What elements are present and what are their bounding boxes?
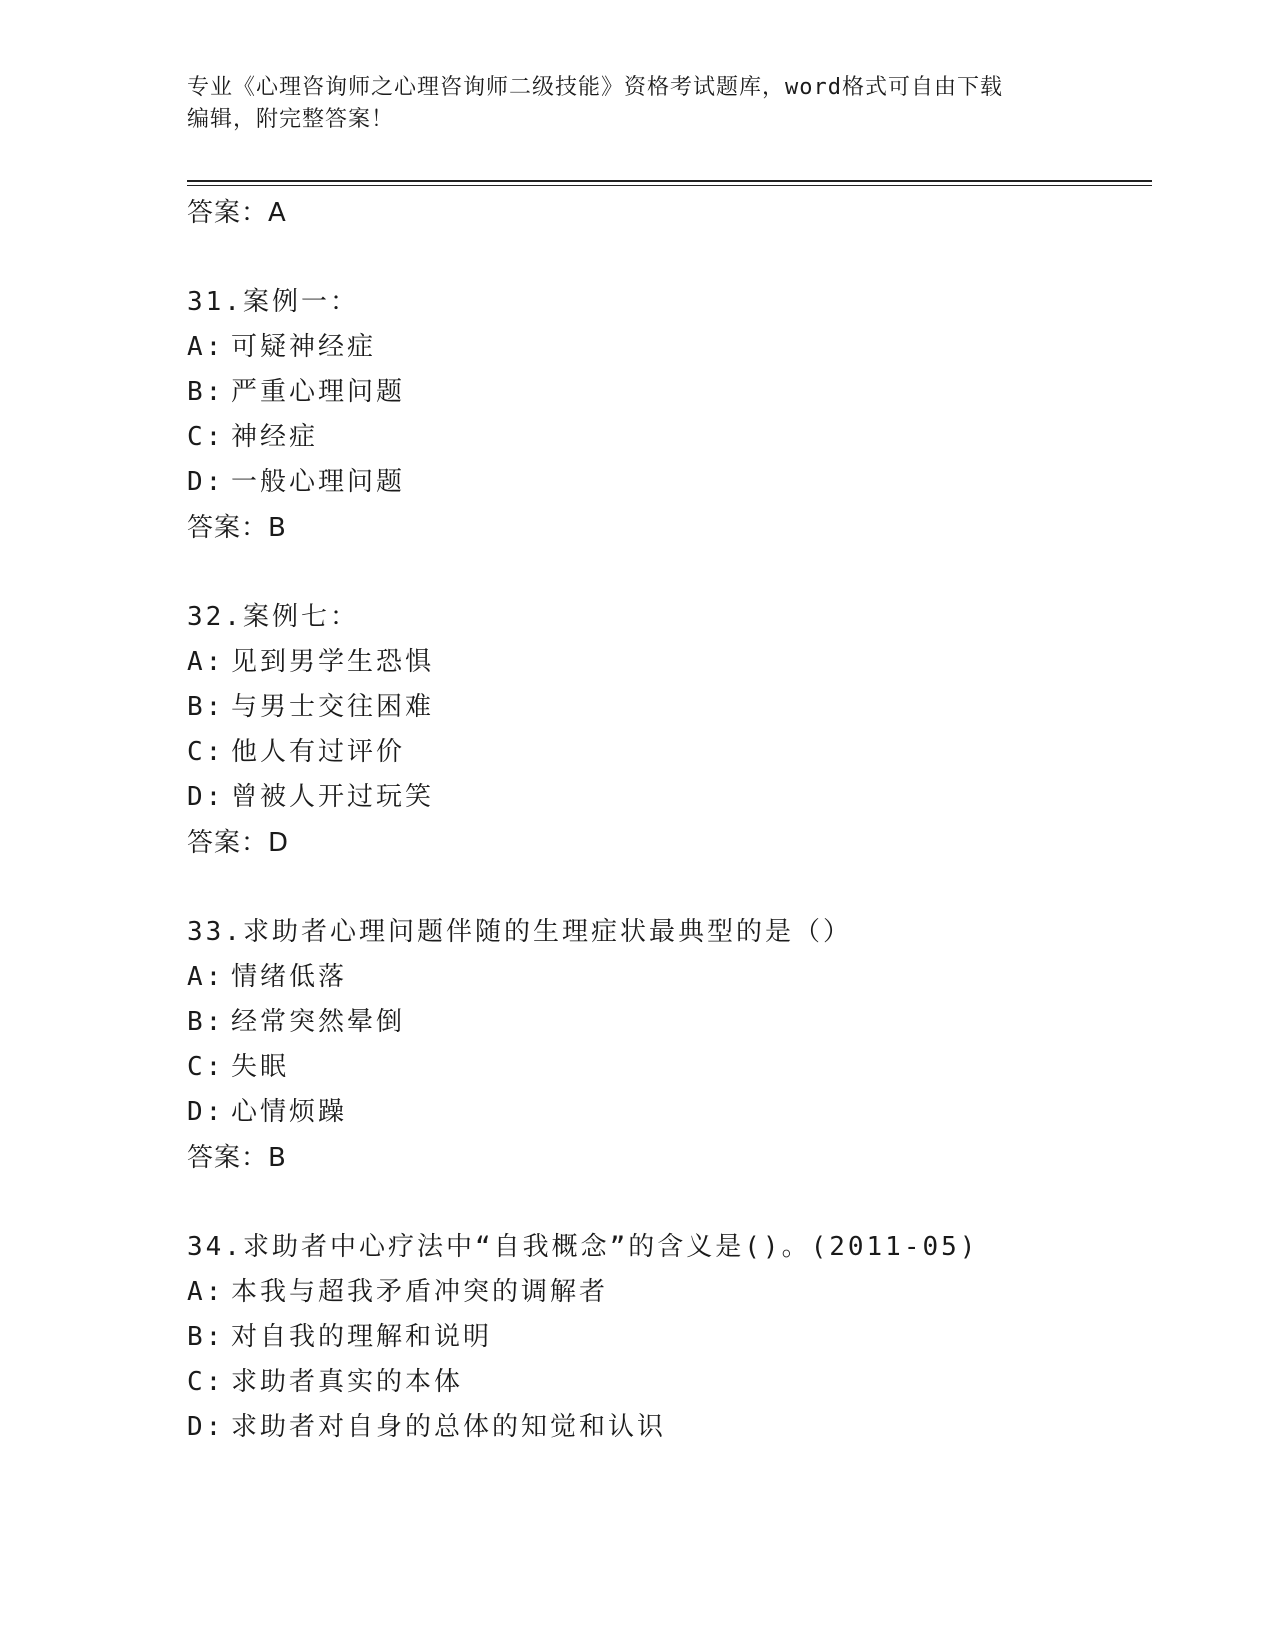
option-text: 求助者真实的本体 xyxy=(231,1367,464,1397)
question-block xyxy=(187,595,1152,866)
option-b xyxy=(187,685,1152,730)
option-a xyxy=(187,955,1152,1000)
option-label: C: xyxy=(187,1052,225,1082)
option-text: 与男士交往困难 xyxy=(231,692,435,722)
option-label: A: xyxy=(187,647,225,677)
question-text: 33.求助者心理问题伴随的生理症状最典型的是（） xyxy=(187,917,852,947)
option-label: A: xyxy=(187,332,225,362)
option-text: 神经症 xyxy=(231,422,319,452)
option-b xyxy=(187,1000,1152,1045)
question-text: 34.求助者中心疗法中“自我概念”的含义是()。(2011-05) xyxy=(187,1232,979,1262)
option-text: 见到男学生恐惧 xyxy=(231,647,435,677)
question-block xyxy=(187,1225,1152,1450)
question-block xyxy=(187,910,1152,1181)
answer-line: 答案：B xyxy=(187,513,287,543)
answer-line: 答案：A xyxy=(187,198,287,228)
option-label: B: xyxy=(187,1007,225,1037)
option-d xyxy=(187,460,1152,505)
question-text: 31.案例一： xyxy=(187,287,359,317)
option-d xyxy=(187,1090,1152,1135)
option-c xyxy=(187,415,1152,460)
question-list xyxy=(187,190,1152,1450)
header-line-2: 编辑，附完整答案！ xyxy=(187,107,395,132)
option-text: 心情烦躁 xyxy=(231,1097,348,1127)
option-label: B: xyxy=(187,1322,225,1352)
option-label: C: xyxy=(187,737,225,767)
option-label: A: xyxy=(187,962,225,992)
option-d xyxy=(187,1405,1152,1450)
option-label: B: xyxy=(187,692,225,722)
option-text: 经常突然晕倒 xyxy=(231,1007,406,1037)
question-text: 32.案例七： xyxy=(187,602,359,632)
option-label: D: xyxy=(187,1097,225,1127)
answer-line: 答案：B xyxy=(187,1143,287,1173)
document-page xyxy=(187,0,1152,1650)
question-block xyxy=(187,280,1152,551)
option-text: 本我与超我矛盾冲突的调解者 xyxy=(231,1277,609,1307)
option-a xyxy=(187,1270,1152,1315)
option-text: 可疑神经症 xyxy=(231,332,377,362)
option-text: 求助者对自身的总体的知觉和认识 xyxy=(231,1412,667,1442)
option-text: 失眠 xyxy=(231,1052,290,1082)
document-header xyxy=(187,72,1067,136)
option-label: C: xyxy=(187,1367,225,1397)
option-text: 一般心理问题 xyxy=(231,467,406,497)
header-line-1: 专业《心理咨询师之心理咨询师二级技能》资格考试题库，word格式可自由下载 xyxy=(187,75,1003,100)
option-a xyxy=(187,640,1152,685)
option-label: D: xyxy=(187,1412,225,1442)
option-label: B: xyxy=(187,377,225,407)
header-divider-thin xyxy=(187,185,1152,186)
header-divider xyxy=(187,180,1152,182)
option-text: 严重心理问题 xyxy=(231,377,406,407)
option-label: D: xyxy=(187,467,225,497)
option-a xyxy=(187,325,1152,370)
option-label: D: xyxy=(187,782,225,812)
option-d xyxy=(187,775,1152,820)
option-text: 曾被人开过玩笑 xyxy=(231,782,435,812)
option-c xyxy=(187,730,1152,775)
answer-line: 答案：D xyxy=(187,828,290,858)
option-label: A: xyxy=(187,1277,225,1307)
option-label: C: xyxy=(187,422,225,452)
option-c xyxy=(187,1360,1152,1405)
option-text: 他人有过评价 xyxy=(231,737,406,767)
option-text: 情绪低落 xyxy=(231,962,348,992)
option-text: 对自我的理解和说明 xyxy=(231,1322,493,1352)
option-b xyxy=(187,1315,1152,1360)
option-c xyxy=(187,1045,1152,1090)
option-b xyxy=(187,370,1152,415)
